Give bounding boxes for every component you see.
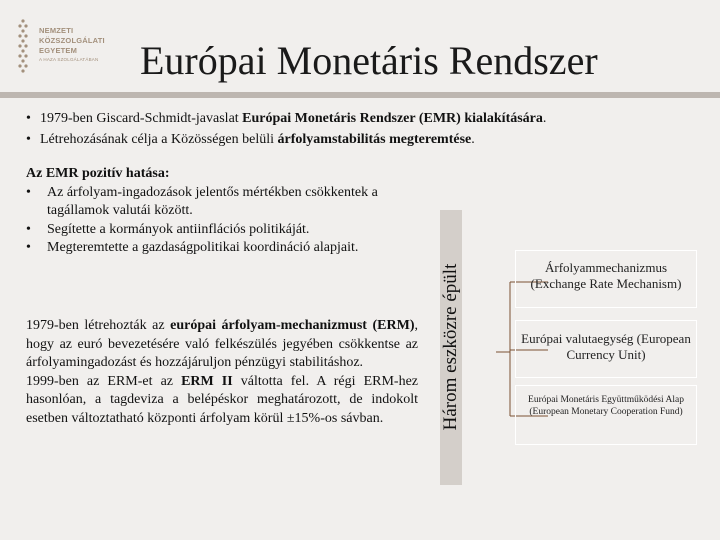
erm-text-4: váltotta fel. A régi ERM-hez hasonlóan, a tagdeviza a belépéskor meghatározott, de indokolt esetben változtatható központi árfolyam körül ±15%-os sávban. xyxy=(26,373,419,426)
intro-bullet-1-text: 1979-ben Giscard-Schmidt-javaslat xyxy=(40,111,243,126)
box-european-currency-unit: Európai valutaegység (European Currency Unit) xyxy=(515,320,697,378)
bullet-icon: • xyxy=(26,132,31,147)
effects-item-3-text: Megteremtette a gazdaságpolitikai koordináció alapjait. xyxy=(47,240,359,255)
erm-text-3: 1999-ben az ERM-et az xyxy=(26,373,182,389)
intro-bullet-2-bold: árfolyamstabilitás megteremtése xyxy=(277,132,472,147)
page-title: Európai Monetáris Rendszer xyxy=(140,38,598,83)
erm-bold-2: ERM II xyxy=(181,373,233,389)
bullet-icon: • xyxy=(26,111,31,126)
box-exchange-rate-mechanism: Árfolyammechanizmus (Exchange Rate Mechanism) xyxy=(515,250,697,308)
vertical-label: Három eszközre épült xyxy=(440,263,461,431)
logo-line-2: KÖZSZOLGÁLATI xyxy=(39,36,105,45)
bullet-icon: • xyxy=(26,240,31,255)
erm-text-2: , hogy az euró bevezetésére való felkészülés jegyében csökkentse az árfolyamingadozást és hozzájáruljon pénzügyi stabilitáshoz. xyxy=(26,318,418,370)
intro-bullet-2-text: Létrehozásának célja a Közösségen belüli xyxy=(40,132,278,147)
logo-line-1: NEMZETI xyxy=(39,26,74,35)
box-monetary-cooperation-fund: Európai Monetáris Együttműködési Alap (European Monetary Cooperation Fund) xyxy=(515,385,697,445)
bullet-icon: • xyxy=(26,184,31,200)
erm-text-1: 1979-ben létrehozták az xyxy=(26,318,171,333)
intro-bullet-2-end: . xyxy=(471,132,475,147)
logo-line-4: A HAZA SZOLGÁLATÁBAN xyxy=(39,57,99,62)
intro-bullet-1-end: . xyxy=(542,111,547,126)
bullet-icon: • xyxy=(26,221,31,237)
erm-bold-1: európai árfolyam-mechanizmust (ERM) xyxy=(170,318,415,333)
effects-item-2-text: Segítette a kormányok antiinflációs politikáját. xyxy=(47,221,310,237)
logo-line-3: EGYETEM xyxy=(39,46,78,55)
intro-bullet-1-bold: Európai Monetáris Rendszer (EMR) kialakítására xyxy=(242,111,543,126)
effects-heading: Az EMR pozitív hatása: xyxy=(26,166,170,181)
effects-item-1-text: Az árfolyam-ingadozások jelentős mértékben csökkentek a tagállamok valutái között. xyxy=(47,184,378,218)
